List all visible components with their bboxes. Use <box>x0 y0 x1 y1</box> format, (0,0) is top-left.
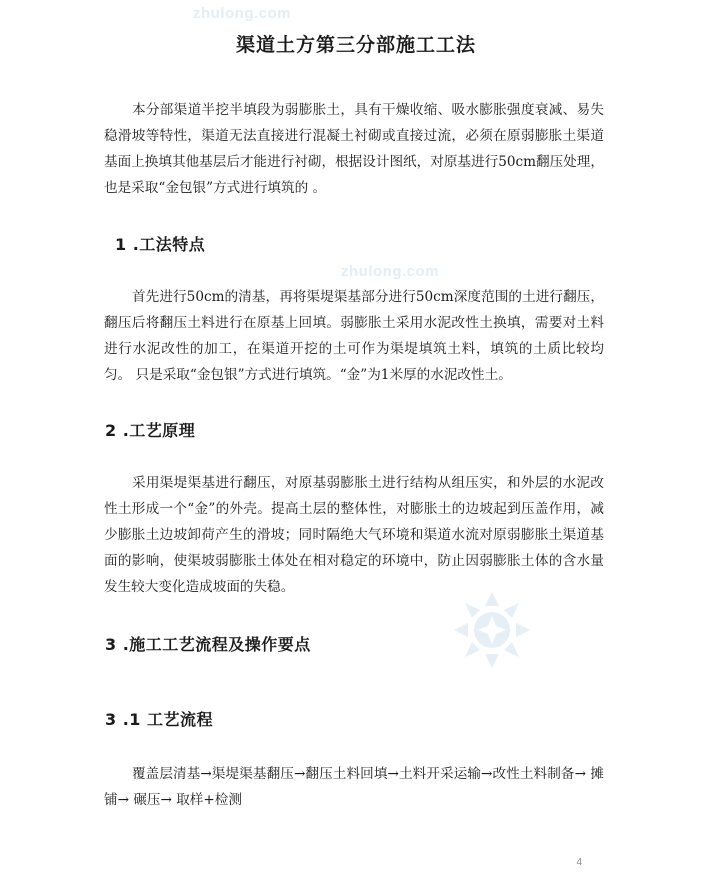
section-3-1-heading: 3 .1 工艺流程 <box>105 710 213 729</box>
section-3-1-body: 覆盖层清基→渠堤渠基翻压→翻压土料回填→土料开采运输→改性土料制备→ 摊铺→ 碾压→ 取样+检测 <box>104 766 604 808</box>
watermark-logo-icon <box>452 590 532 670</box>
page-number: 4 <box>576 857 582 868</box>
section-2-heading: 2 .工艺原理 <box>105 421 196 440</box>
section-1-heading: 1 .工法特点 <box>115 235 206 254</box>
watermark-top: zhulong.com <box>193 5 291 22</box>
section-3-heading: 3 .施工工艺流程及操作要点 <box>105 635 311 654</box>
section-2-body: 采用渠堤渠基进行翻压，对原基弱膨胀土进行结构从组压实，和外层的水泥改性土形成一个“金”的外壳。提高土层的整体性，对膨胀土的边坡起到压盖作用，减少膨胀土边坡卸荷产生的滑坡；同时隔绝大气环境和渠道水流对原弱膨胀土渠道基面的影响，使渠坡弱膨胀土体处在相对稳定的环境中，防止因弱膨胀土体的含水量发生较大变化造成坡面的失稳。 <box>104 475 604 595</box>
document-title: 渠道土方第三分部施工工法 <box>235 34 476 56</box>
intro-paragraph: 本分部渠道半挖半填段为弱膨胀土，具有干燥收缩、吸水膨胀强度衰减、易失稳滑坡等特性，渠道无法直接进行混凝土衬砌或直接过流，必须在原弱膨胀土渠道基面上换填其他基层后才能进行衬砌，根据设计图纸，对原基进行50cm翻压处理，也是采取“金包银”方式进行填筑的 。 <box>104 102 604 196</box>
watermark-middle: zhulong.com <box>341 263 439 280</box>
section-1-body: 首先进行50cm的清基，再将渠堤渠基部分进行50cm深度范围的土进行翻压，翻压后将翻压土料进行在原基上回填。弱膨胀土采用水泥改性土换填，需要对土料进行水泥改性的加工，在渠道开挖的土可作为渠堤填筑土料，填筑的土质比较均匀。 只是采取“金包银”方式进行填筑。“金”为1米厚的水泥改性土。 <box>104 289 604 383</box>
